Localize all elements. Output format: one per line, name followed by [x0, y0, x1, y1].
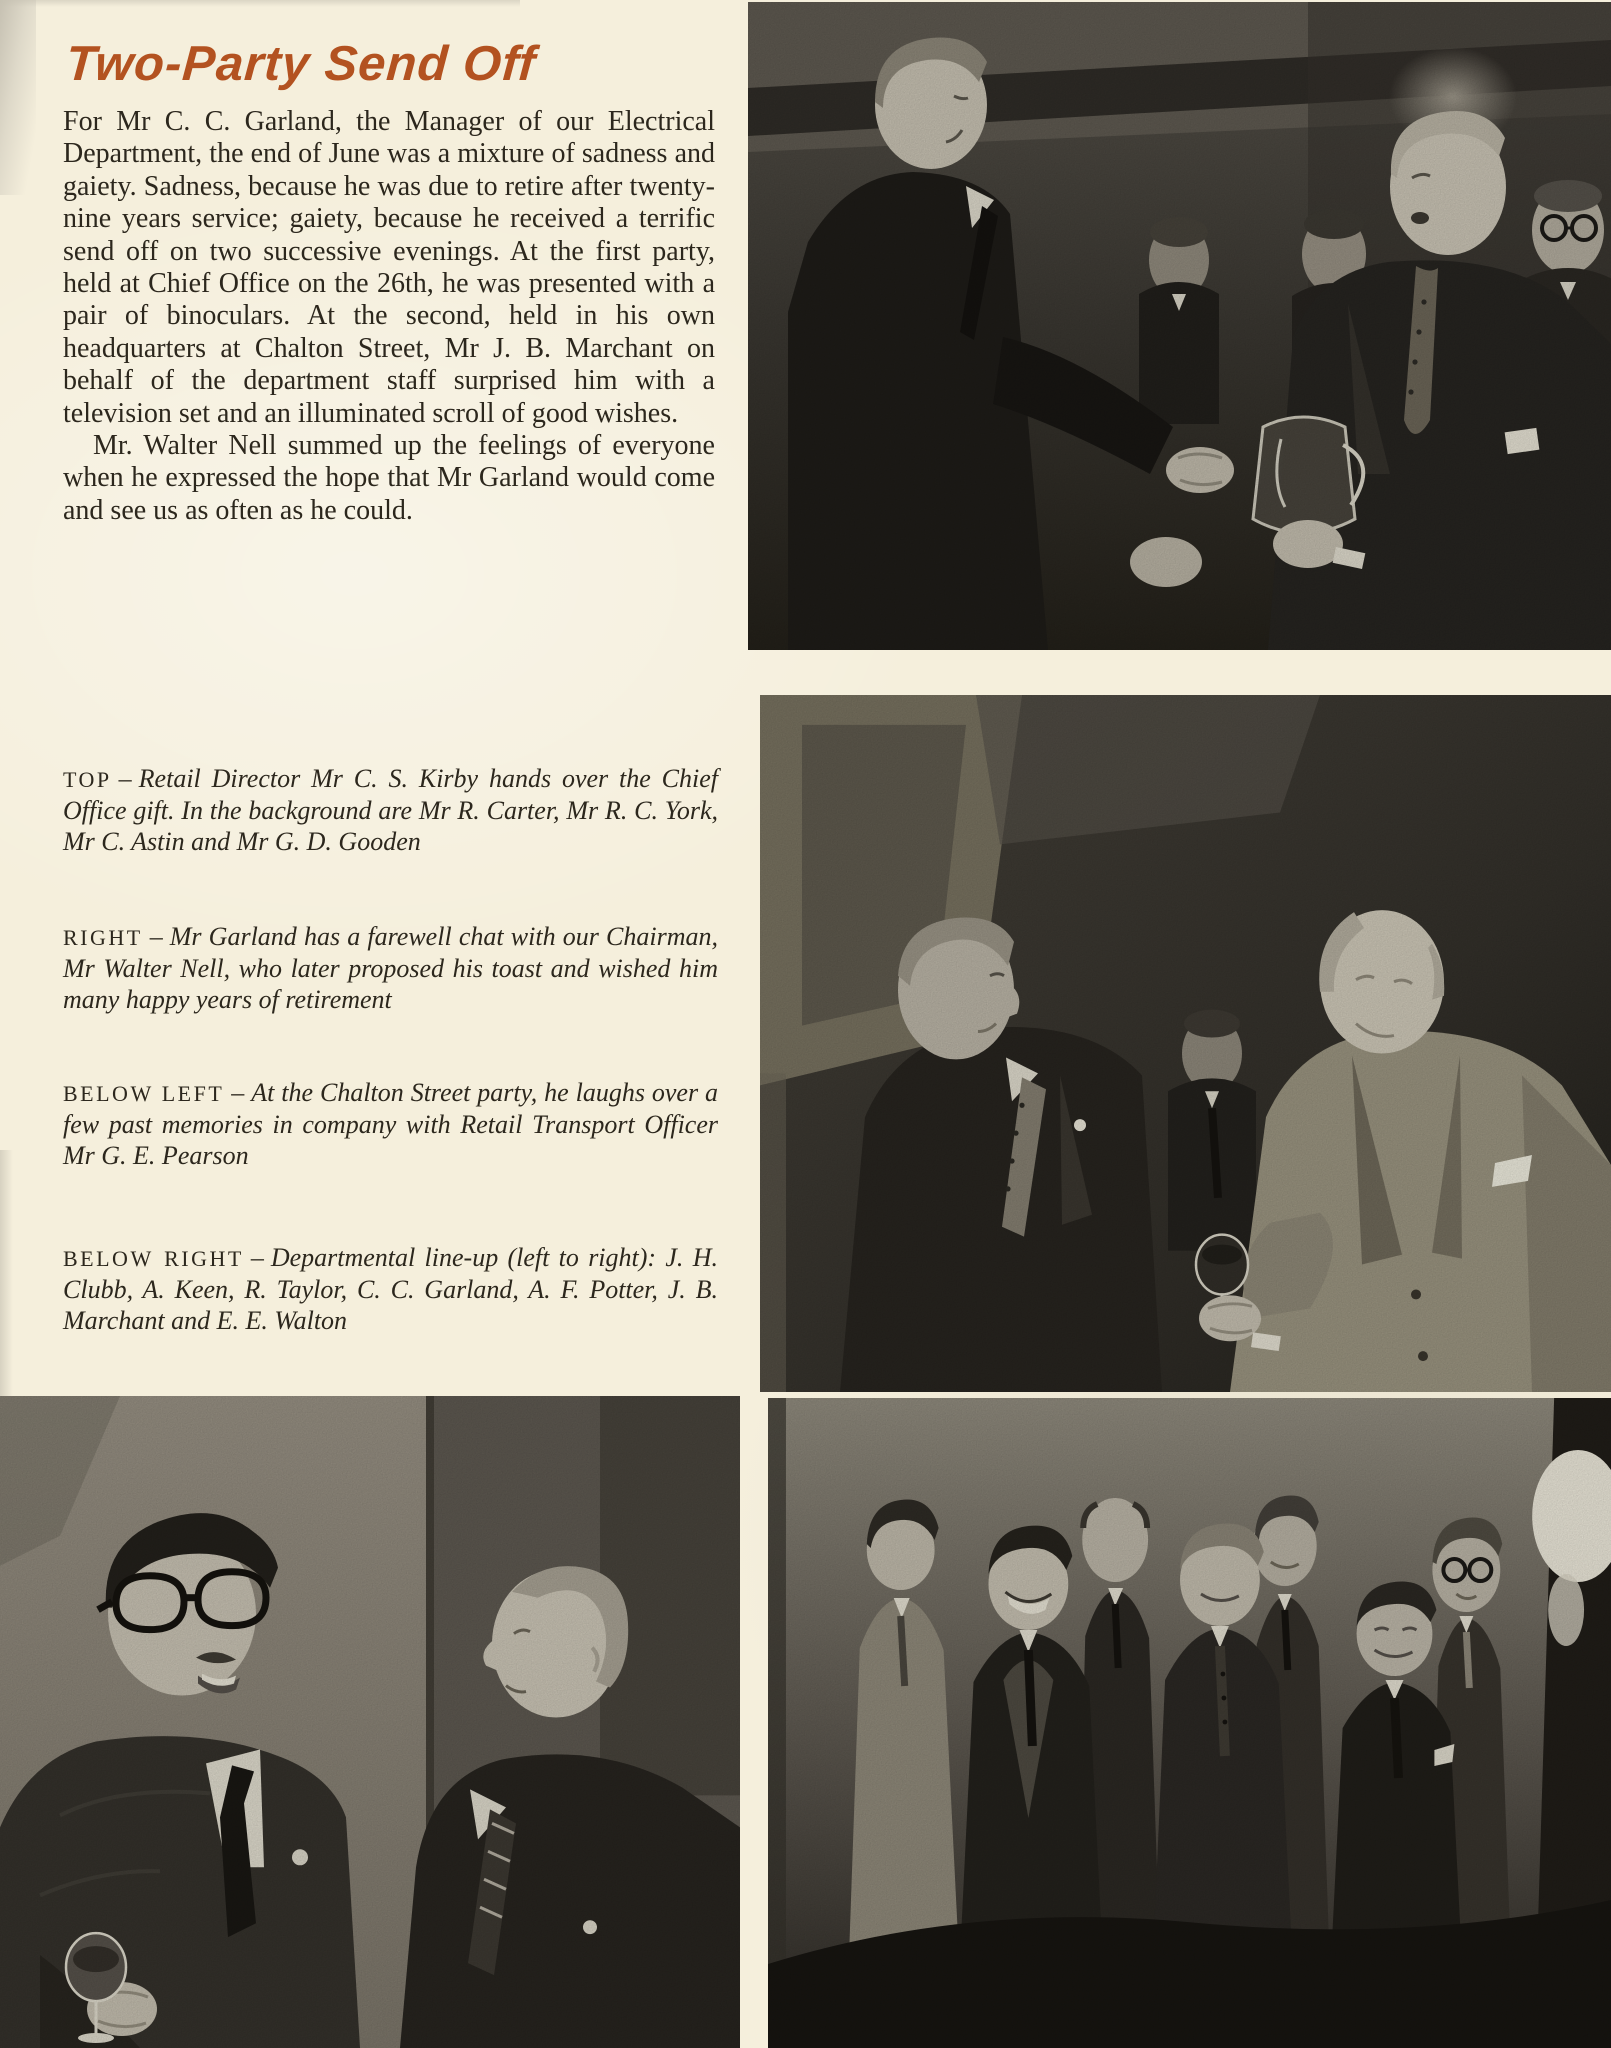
article-body [63, 106, 715, 527]
photo-bottom-right-illustration [768, 1398, 1611, 2048]
caption-label: TOP [63, 767, 112, 792]
caption-dash: – [118, 764, 132, 793]
scan-smudge-top-left [0, 0, 36, 195]
photo-middle-illustration [760, 695, 1611, 1392]
photo-top-presentation [748, 2, 1611, 650]
page-title: Two-Party Send Off [64, 37, 538, 91]
caption-top [63, 763, 718, 857]
caption-dash: – [250, 1243, 264, 1272]
caption-below-left [63, 1077, 718, 1171]
caption-label: BELOW LEFT [63, 1081, 225, 1106]
scan-smudge-left-edge [0, 1150, 13, 1420]
caption-text: Departmental line-up (left to right): J. H. Clubb, A. Keen, R. Taylor, C. C. Garland, A. F. Potter, J. B. Marchant and E. E. Walton [63, 1243, 718, 1335]
caption-dash: – [149, 922, 163, 951]
caption-label: BELOW RIGHT [63, 1246, 244, 1271]
caption-label: RIGHT [63, 925, 143, 950]
article-paragraph: Mr. Walter Nell summed up the feelings of everyone when he expressed the hope that Mr Garland would come and see us as often as he could. [63, 430, 715, 526]
photo-bottom-left-laugh [0, 1396, 740, 2048]
caption-dash: – [231, 1078, 245, 1107]
caption-text: At the Chalton Street party, he laughs over a few past memories in company with Retail Transport Officer Mr G. E. Pearson [63, 1078, 718, 1170]
photo-top-illustration [748, 2, 1611, 650]
photo-bottom-left-illustration [0, 1396, 740, 2048]
caption-text: Mr Garland has a farewell chat with our Chairman, Mr Walter Nell, who later proposed his toast and wished him many happy years of retirement [63, 922, 718, 1014]
caption-text: Retail Director Mr C. S. Kirby hands over the Chief Office gift. In the background are Mr R. Carter, Mr R. C. York, Mr C. Astin and Mr G. D. Gooden [63, 764, 718, 856]
caption-below-right [63, 1242, 718, 1336]
caption-right [63, 921, 718, 1015]
scan-smudge-top-edge [0, 0, 520, 7]
article-paragraph: For Mr C. C. Garland, the Manager of our Electrical Department, the end of June was a mixture of sadness and gaiety. Sadness, because he was due to retire after twenty-nine years service; gaiety, because he received a terrific send off on two successive evenings. At the first party, held at Chief Office on the 26th, he was presented with a pair of binoculars. At the second, held in his own headquarters at Chalton Street, Mr J. B. Marchant on behalf of the department staff surprised him with a television set and an illuminated scroll of good wishes. [63, 106, 715, 429]
photo-middle-chat [760, 695, 1611, 1392]
photo-bottom-right-lineup [768, 1398, 1611, 2048]
